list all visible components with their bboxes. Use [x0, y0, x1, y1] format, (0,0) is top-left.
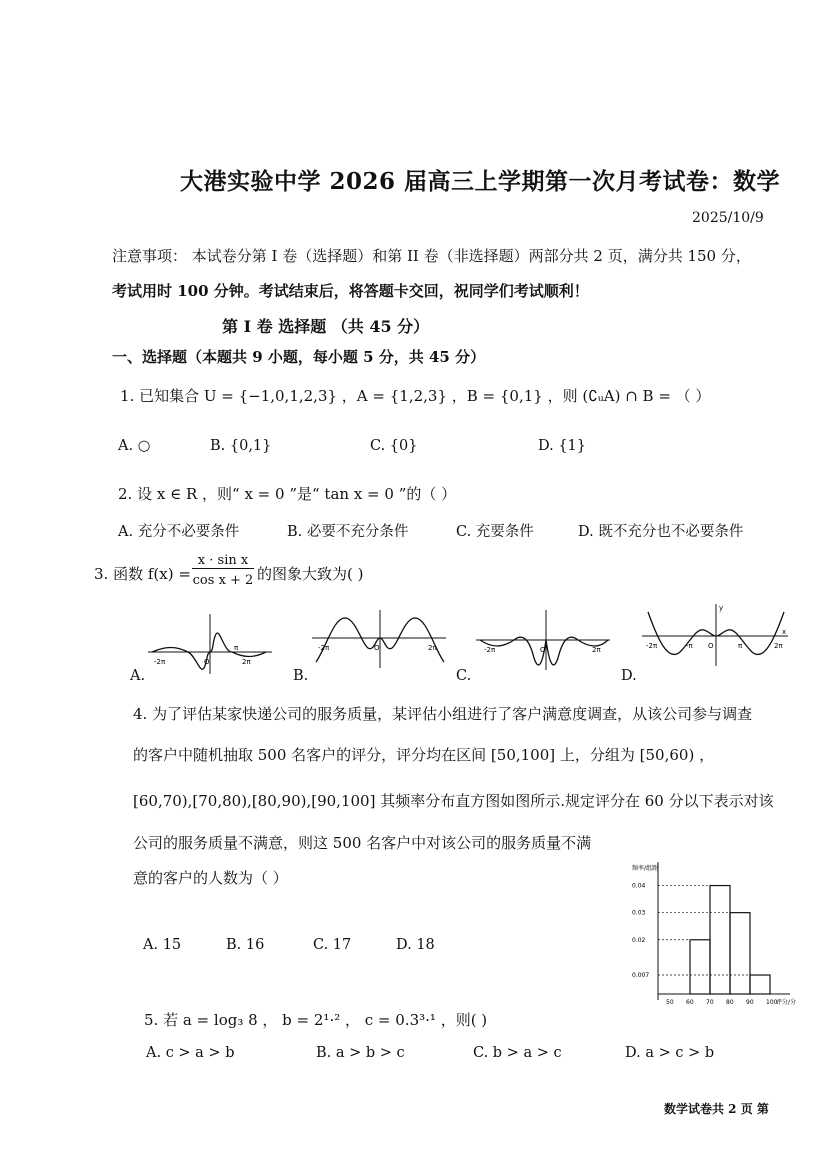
frequency-histogram [630, 858, 810, 1008]
q5-option-a: A. c > a > b [146, 1045, 235, 1061]
y-tick-label: 0.007 [632, 972, 650, 980]
q4-line-1: 4. 为了评估某家快递公司的服务质量，某评估小组进行了客户满意度调查，从该公司参与调查 [133, 705, 753, 723]
x-tick-label: 90 [746, 999, 754, 1006]
q3-label-d: D. [621, 668, 637, 684]
histogram-bar [690, 940, 710, 994]
part-heading: 一、选择题（本题共 9 小题，每小题 5 分，共 45 分） [112, 348, 486, 366]
svg-text:-π: -π [686, 642, 693, 650]
q4-line-2: 的客户中随机抽取 500 名客户的评分，评分均在区间 [50,100] 上，分组为 [50,60) ， [133, 746, 715, 764]
q3-prefix: 3. 函数 f(x) = [94, 565, 191, 583]
q3-label-a: A. [130, 668, 146, 684]
q5-option-d: D. a > c > b [625, 1045, 715, 1061]
q4-option-c: C. 17 [313, 937, 352, 953]
q3-graph-d [640, 600, 792, 668]
q5-option-c: C. b > a > c [473, 1045, 562, 1061]
q4-line-4: 公司的服务质量不满意，则这 500 名客户中对该公司的服务质量不满 [133, 834, 592, 852]
q2-option-a: A. 充分不必要条件 [118, 524, 240, 540]
svg-text:π: π [234, 644, 239, 652]
svg-text:2π: 2π [592, 646, 601, 654]
svg-text:-2π: -2π [154, 658, 166, 666]
histogram-bar [750, 975, 770, 994]
q2-option-d: D. 既不充分也不必要条件 [578, 524, 744, 540]
q1-option-d: D. {1} [538, 438, 587, 454]
q1-option-c: C. {0} [370, 438, 418, 454]
y-tick-label: 0.04 [632, 882, 646, 890]
x-tick-label: 80 [726, 999, 734, 1006]
q4-line-5: 意的客户的人数为（ ） [133, 869, 288, 887]
q3-label-c: C. [456, 668, 472, 684]
svg-text:x: x [782, 628, 787, 636]
exam-date: 2025/10/9 [692, 210, 764, 226]
svg-text:2π: 2π [428, 644, 437, 652]
q2-option-b: B. 必要不充分条件 [287, 524, 409, 540]
svg-text:-2π: -2π [646, 642, 658, 650]
svg-text:O: O [540, 646, 546, 654]
q4-option-d: D. 18 [396, 937, 435, 953]
q3-label-b: B. [293, 668, 309, 684]
q3-suffix: 的图象大致为( ) [257, 565, 364, 583]
svg-text:π: π [738, 642, 743, 650]
notice-line-1: 注意事项： 本试卷分第 I 卷（选择题）和第 II 卷（非选择题）两部分共 2 页，满分共 150 分， [112, 247, 751, 265]
q4-line-3: [60,70),[70,80),[80,90),[90,100] 其频率分布直方图如图所示.规定评分在 60 分以下表示对该 [133, 792, 774, 810]
q4-option-a: A. 15 [143, 937, 182, 953]
x-tick-label: 50 [666, 999, 674, 1006]
histogram-bar [730, 913, 750, 994]
svg-text:-2π: -2π [318, 644, 330, 652]
x-tick-label: 70 [706, 999, 714, 1006]
svg-text:2π: 2π [774, 642, 783, 650]
q3-fraction-numerator: x · sin x [192, 553, 254, 569]
q2-option-c: C. 充要条件 [456, 524, 534, 540]
notice-line-2: 考试用时 100 分钟。考试结束后，将答题卡交回，祝同学们考试顺利！ [112, 282, 589, 300]
q2-stem: 2. 设 x ∈ R ，则“ x = 0 ”是“ tan x = 0 ”的（ ） [118, 485, 457, 503]
svg-text:O: O [204, 658, 210, 666]
q4-option-b: B. 16 [226, 937, 265, 953]
svg-text:2π: 2π [242, 658, 251, 666]
q1-option-a: A. ○ [118, 438, 151, 454]
x-tick-label: 60 [686, 999, 694, 1006]
svg-text:-2π: -2π [484, 646, 496, 654]
histogram-bar [710, 886, 730, 994]
q1-option-b: B. {0,1} [210, 438, 272, 454]
q3-graph-b [310, 608, 450, 674]
q3-fraction-denominator: cos x + 2 [192, 573, 254, 588]
y-tick-label: 0.02 [632, 936, 646, 944]
q5-option-b: B. a > b > c [316, 1045, 405, 1061]
y-axis-label: 频率/组距 [632, 865, 659, 872]
x-tick-label: 100 [766, 999, 778, 1006]
q3-graph-c [474, 608, 614, 674]
svg-text:O: O [374, 644, 380, 652]
q5-stem: 5. 若 a = log₃ 8 ， b = 2¹·² ， c = 0.3³·¹ ，则( ) [144, 1011, 488, 1029]
svg-text:O: O [708, 642, 714, 650]
svg-text:y: y [719, 604, 724, 612]
page-footer: 数学试卷共 2 页 第 [664, 1102, 769, 1116]
exam-title: 大港实验中学 2026 届高三上学期第一次月考试卷：数学 [180, 168, 781, 195]
x-axis-label: 评分/分 [776, 999, 797, 1006]
y-tick-label: 0.03 [632, 909, 646, 917]
section-title: 第 I 卷 选择题 （共 45 分） [222, 317, 430, 336]
q3-graph-a [146, 610, 276, 676]
q1-stem: 1. 已知集合 U = {−1,0,1,2,3} ，A = {1,2,3} ，B = {0,1} ，则 (∁ᵤA) ∩ B = （ ） [120, 387, 711, 405]
